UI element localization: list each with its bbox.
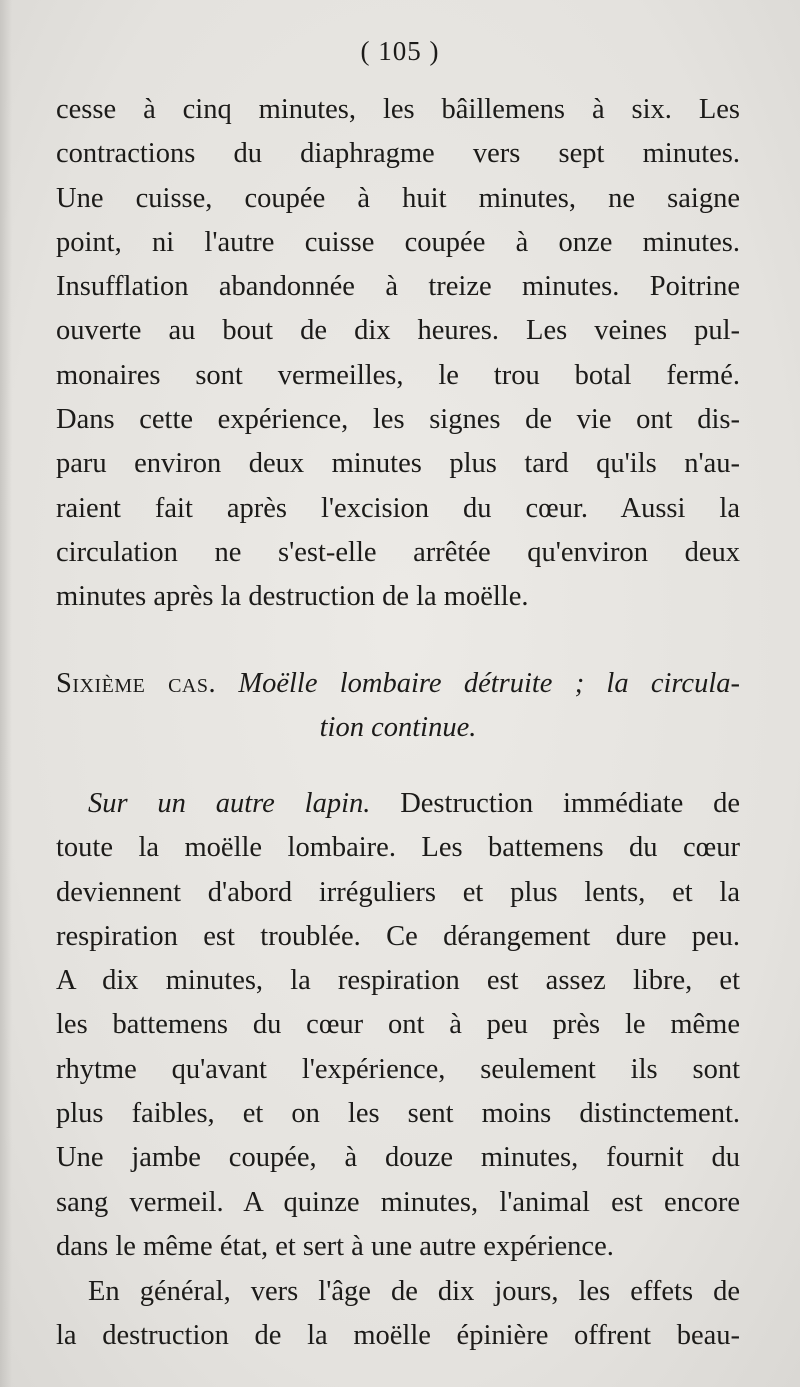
section-heading: [56, 662, 740, 751]
paragraph-1-line: Dans cette expérience, les signes de vie ont dis-: [56, 404, 740, 436]
page-spine-shadow: [0, 0, 12, 1387]
paragraph-1-line: ouverte au bout de dix heures. Les veines pul-: [56, 315, 740, 347]
paragraph-1-line: minutes après la destruction de la moëlle.: [56, 581, 529, 613]
paragraph-1-line: raient fait après l'excision du cœur. Aussi la: [56, 492, 740, 524]
heading-title-part-2: tion continue.: [319, 712, 477, 744]
paragraph-2-line: les battemens du cœur ont à peu près le même: [56, 1009, 740, 1041]
paragraph-1-line: contractions du diaphragme vers sept minutes.: [56, 138, 740, 170]
paragraph-2-line: A dix minutes, la respiration est assez libre, et: [56, 965, 740, 997]
paragraph-2-line: sang vermeil. A quinze minutes, l'animal est encore: [56, 1186, 740, 1218]
paragraph-1-line: cesse à cinq minutes, les bâillemens à six. Les: [56, 94, 740, 125]
paragraph-1-line: point, ni l'autre cuisse coupée à onze minutes.: [56, 226, 740, 258]
paragraph-2-line-1: [56, 782, 740, 826]
paragraph-1-line: monaires sont vermeilles, le trou botal fermé.: [56, 359, 740, 391]
paragraph-2-line: deviennent d'abord irréguliers et plus lents, et la: [56, 876, 740, 908]
paragraph-3: [56, 1270, 740, 1359]
page-number: ( 105 ): [360, 36, 440, 66]
paragraph-2-line: plus faibles, et on les sent moins distinctement.: [56, 1098, 740, 1130]
paragraph-2-line: toute la moëlle lombaire. Les battemens du cœur: [56, 832, 740, 864]
paragraph-2: [56, 782, 740, 1269]
paragraph-1-line: Une cuisse, coupée à huit minutes, ne saigne: [56, 182, 740, 214]
paragraph-2-line: Une jambe coupée, à douze minutes, fournit du: [56, 1142, 740, 1174]
paragraph-2-line: rhytme qu'avant l'expérience, seulement ils sont: [56, 1053, 740, 1085]
paragraph-3-line: la destruction de la moëlle épinière offrent beau-: [56, 1320, 740, 1352]
paragraph-2-line: dans le même état, et sert à une autre expérience.: [56, 1230, 614, 1262]
heading-line-1: [56, 662, 740, 706]
paragraph-1: [56, 88, 740, 620]
paragraph-2-lead-italic: Sur un autre lapin.: [88, 788, 371, 819]
paragraph-2-line: respiration est troublée. Ce dérangement dure peu.: [56, 920, 740, 952]
heading-title-part-1: Moëlle lombaire détruite ; la circula-: [238, 668, 740, 699]
paragraph-1-line: Insufflation abandonnée à treize minutes. Poitrine: [56, 271, 740, 303]
paragraph-2-lead-rest: Destruction immédiate de: [400, 788, 741, 819]
heading-label: Sixième cas.: [56, 668, 217, 699]
paragraph-1-line: circulation ne s'est-elle arrêtée qu'environ deux: [56, 536, 740, 568]
paragraph-1-line: paru environ deux minutes plus tard qu'ils n'au-: [56, 448, 740, 480]
paragraph-3-line: En général, vers l'âge de dix jours, les effets de: [88, 1276, 740, 1307]
